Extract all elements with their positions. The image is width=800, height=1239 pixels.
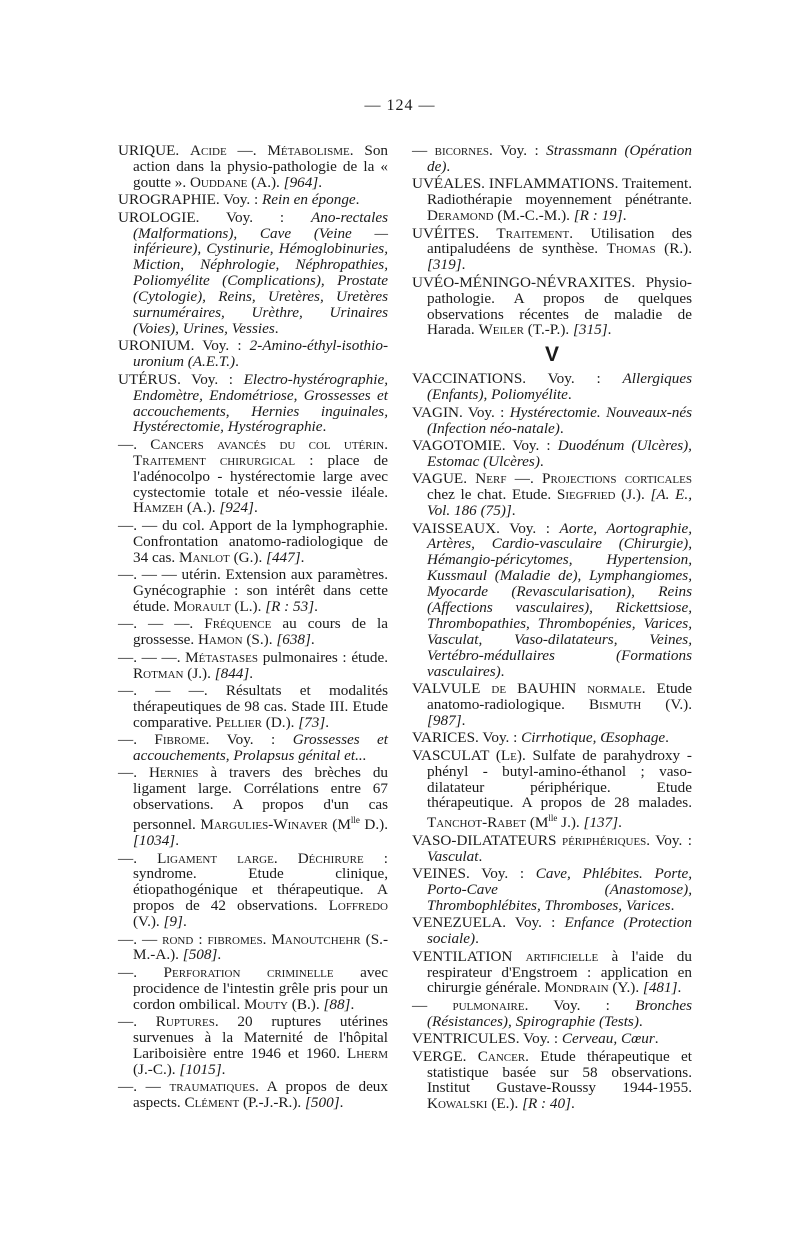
entry-text: [88] (323, 995, 351, 1013)
entry-text: (E.). (487, 1095, 523, 1113)
entry-text: . (325, 713, 330, 731)
entry-text: Allergiques (Enfants), Poliomyélite (427, 370, 692, 404)
left-column (118, 143, 388, 1113)
entry-text: [481] (642, 979, 678, 997)
entry-text: . Son action dans la physio-pathologie de la « goutte ». (133, 142, 389, 191)
entry-text: —. — — utérin. Extension aux paramètres. Gynécographie : son intérêt dans cette étude. (118, 566, 388, 615)
entry-text: VASO-DILATATEURS (412, 831, 562, 849)
entry-text: Cancer (477, 1047, 526, 1065)
entry-text: . Voy. : (489, 142, 547, 159)
entry-text: . (273, 849, 298, 867)
entry-text: UROLOGIE. Voy. : (118, 208, 311, 226)
entry-text: lle (548, 813, 558, 824)
entry-text: périphériques (561, 831, 647, 849)
entry-text: [638] (276, 631, 311, 649)
entry-text: Loffredo (328, 897, 388, 915)
index-entry (118, 338, 388, 370)
entry-text: [447] (266, 548, 301, 566)
entry-text: . 20 ruptures utérines survenues à la Maternité de l'hôpital Lariboisière entre 1946 et 1960. (133, 1013, 389, 1062)
entry-text: Perforation criminelle (163, 963, 334, 981)
entry-text: Rotman (133, 664, 184, 682)
entry-text: [964] (283, 173, 319, 191)
entry-text: Manlot (178, 548, 230, 566)
entry-text: Le (500, 746, 517, 764)
entry-text: (P.-J.-R.). (239, 1094, 306, 1112)
page-number: — 124 — (364, 97, 436, 114)
right-column (412, 143, 692, 1114)
entry-text: . (322, 418, 327, 436)
entry-text: VAISSEAUX. Voy. : (412, 519, 560, 537)
entry-text: (M.-C.-M.). (493, 207, 574, 225)
entry-text: Fibrome (154, 731, 206, 749)
entry-text: Cirrhotique, Œsophage (521, 729, 666, 747)
entry-text: VEINES. Voy. : (412, 865, 536, 883)
entry-text: . (355, 191, 360, 209)
entry-text: . (384, 435, 389, 453)
index-entry (118, 1079, 388, 1111)
entry-text: —. — —. (118, 648, 186, 666)
entry-text: Ouddane (189, 173, 248, 191)
entry-text: —. — du col. Apport de la lymphographie. Confrontation anatomo-radiologique de 34 cas. (118, 516, 388, 566)
entry-text: VARICES. Voy. : (412, 729, 522, 747)
entry-text: (T.-P.). (523, 321, 574, 339)
index-entry (118, 567, 388, 615)
entry-text: URIQUE. (118, 142, 191, 159)
entry-text: [500] (305, 1094, 340, 1112)
entry-text: . (670, 896, 675, 914)
entry-text: Cerveau, Cœur (561, 1030, 655, 1048)
entry-text: Morault (173, 597, 231, 615)
index-entry (412, 143, 692, 175)
entry-text: [73] (298, 713, 326, 731)
index-entry (412, 949, 692, 997)
entry-text: —. (118, 764, 149, 782)
index-entry (412, 405, 692, 437)
entry-text: Nerf (475, 470, 507, 488)
section-letter-heading: V (544, 343, 559, 367)
entry-text: Métabolisme (267, 142, 350, 159)
index-entry (412, 521, 692, 680)
entry-text: —. — (118, 1078, 170, 1096)
entry-text: (D.). (261, 713, 299, 731)
entry-text: Acide (190, 142, 227, 159)
entry-text: . (618, 814, 622, 832)
index-entry (412, 471, 692, 519)
entry-text: Thomas (606, 240, 656, 258)
entry-text: . Voy. : (646, 831, 692, 849)
entry-text: à l'aide du respirateur d'Engstroem : application en chirurgie générale. (427, 947, 692, 997)
entry-text: lle (350, 815, 360, 826)
entry-text: Bismuth (588, 696, 642, 713)
entry-text: Manoutchehr (271, 930, 361, 948)
entry-text: Weiler (478, 321, 524, 339)
entry-text: . (249, 664, 254, 682)
entry-text: Bronches (Résistances), Spirographie (Tests) (427, 996, 692, 1030)
entry-text: Ligament large (157, 849, 274, 867)
entry-text: Métastases (185, 648, 259, 666)
entry-text: Traitement chirurgical (133, 451, 296, 469)
index-entry (118, 765, 388, 849)
index-entry (118, 437, 388, 517)
entry-text: (G.). (229, 548, 267, 566)
entry-text: . Voy. : (205, 731, 293, 749)
entry-text: D.). (359, 816, 388, 834)
entry-text: (J.). (183, 664, 215, 682)
entry-text: Vasculat (427, 847, 479, 865)
entry-text: Lherm (346, 1044, 388, 1062)
entry-text: . (539, 452, 544, 470)
entry-text: (A.). (183, 499, 220, 517)
entry-text: [1015] (179, 1060, 222, 1078)
entry-text: Aorte, Aortographie, Artères, Cardio-vasculaire (Chirurgie), Hémangio-péricytomes, Hypertension, Kussmaul (Maladie de), Lymphangiomes, Myocarde (Revascularisation), Reins (Affections vasculaires), Rickettsiose, Thrombopathies, Thrombopénies, Varices, Vasculat, Vaso-dilatateurs, Veines, Vertébro-médullaires (Formations vasculaires) (427, 519, 693, 680)
entry-text: . (274, 319, 279, 337)
entry-text: (A.). (247, 173, 284, 191)
entry-text: . (262, 930, 272, 948)
entry-text: [1034] (133, 832, 176, 850)
entry-text: . (567, 386, 572, 404)
entry-text: . (461, 711, 466, 729)
entry-text: (J.). (615, 486, 651, 504)
entry-text: Traitement (496, 224, 570, 242)
right-column-v-entries (412, 371, 692, 1112)
index-entry (118, 965, 388, 1013)
entry-text: Projections corticales (542, 470, 692, 488)
entry-text: chez le chat. Etude. (427, 486, 557, 504)
index-entry (412, 748, 692, 832)
entry-text: . (478, 847, 483, 865)
entry-text: Siegfried (556, 486, 616, 504)
entry-text: URONIUM. Voy. : (118, 337, 250, 355)
entry-text: pulmonaire (452, 996, 525, 1014)
entry-text: —. — —. (118, 615, 205, 633)
entry-text: Margulies-Winaver (200, 816, 328, 834)
index-entry (118, 192, 388, 208)
index-entry (412, 438, 692, 470)
entry-text: . (235, 353, 239, 371)
entry-text: Hystérectomie. Nouveaux-nés (Infection néo-natale) (427, 403, 693, 437)
entry-text: Mouty (243, 995, 288, 1013)
entry-text: Deramond (427, 207, 494, 225)
index-entry (412, 833, 692, 865)
entry-text: [924] (219, 499, 254, 517)
index-entry (118, 932, 388, 964)
entry-text: Strassmann (Opération de) (427, 142, 692, 175)
entry-text: fibromes (207, 930, 263, 948)
index-entry (412, 1031, 692, 1047)
entry-text: Déchirure (297, 849, 364, 867)
entry-text: UVÉITES. (412, 224, 497, 242)
entry-text: Electro-hystérographie, Endomètre, Endométriose, Grossesses et accouchements, Hernies inguinales, Hystérectomie, Hystérographie (133, 370, 388, 436)
entry-text: Duodénum (Ulcères), Estomac (Ulcères) (427, 437, 692, 470)
entry-text: pulmonaires : étude. (258, 648, 389, 666)
entry-text: Tanchot-Rabet (427, 814, 527, 832)
entry-text: [987] (427, 711, 462, 729)
entry-text: . (182, 913, 187, 931)
index-entry (118, 683, 388, 731)
entry-text: (R.). (655, 240, 692, 258)
entry-text: ). Sulfate de parahydroxy - phényl - butyl-amino-éthanol ; vaso-dilatateur périphérique. Etude thérapeutique. A propos de 28 malades. (427, 746, 692, 812)
index-entry (118, 143, 388, 191)
entry-text: [A. E., Vol. 186 (75)] (427, 486, 693, 520)
entry-text: . (500, 662, 505, 680)
right-column-u-entries (412, 143, 692, 338)
entry-text: —. (118, 731, 155, 749)
entry-text: [319] (427, 256, 462, 274)
index-entry (412, 226, 692, 274)
entry-text: . (175, 832, 179, 850)
entry-text: (B.). (288, 995, 324, 1013)
entry-text: VAGUE. (412, 470, 476, 488)
entry-text: : syndrome. Etude clinique, étiopathogénique et thérapeutique. A propos de 42 observations. (133, 849, 388, 915)
entry-text: . (622, 207, 627, 225)
entry-text: . (511, 502, 516, 520)
entry-text: . (559, 419, 564, 437)
entry-text: UVÉALES. INFLAMMATIONS. Traitement. Radiothérapie moyennement pénétrante. (412, 175, 692, 209)
entry-text: (V.). (133, 913, 164, 931)
entry-text: [9] (163, 913, 183, 931)
entry-text: . (310, 631, 315, 649)
entry-text: UVÉO-MÉNINGO-NÉVRAXITES. Physio-pathologie. A propos de quelques observations récentes de maladie de Harada. (412, 273, 692, 339)
index-entry (118, 518, 388, 566)
entry-text: de (491, 680, 507, 698)
entry-text: à travers des brèches du ligament large. Corrélations entre 67 observations. A propos d'un cas personnel. (133, 764, 389, 834)
entry-text: . (253, 499, 258, 517)
entry-text: VENEZUELA. Voy. : (412, 914, 565, 932)
entry-text: rond (162, 930, 194, 948)
entry-text: (S.-M.-A.). (133, 930, 389, 964)
index-entry (412, 176, 692, 224)
index-entry (412, 1049, 692, 1113)
entry-text: . Etude anatomo-radiologique. (427, 680, 692, 713)
entry-text: Grossesses et accouchements, Prolapsus génital et... (133, 731, 389, 765)
entry-text: Hamon (197, 631, 243, 649)
entry-text: VALVULE (412, 680, 492, 698)
entry-text: —. (118, 1013, 156, 1031)
entry-text: . (217, 946, 222, 964)
entry-text: —. (118, 963, 164, 981)
entry-text: [R : 53] (265, 597, 315, 615)
index-entry (412, 371, 692, 403)
index-entry (118, 372, 388, 436)
entry-text: bicornes (434, 142, 490, 159)
entry-text: Ano-rectales (Malformations), Cave (Veine — inférieure), Cystinurie, Hémoglobinuries, Miction, Néphrologie, Néphropathies, Poliomyélite (Complications), Prostate (Cytologie), Reins, Uretères, Uretères surnuméraires, Urèthre, Urinaires (Voies), Urines, Vessies (133, 208, 388, 337)
entry-text: . (446, 157, 451, 175)
entry-text: avec procidence de l'intestin grêle pris pour un cordon ombilical. (133, 963, 388, 1013)
index-entry (412, 998, 692, 1030)
entry-text: VAGOTOMIE. Voy. : (412, 437, 558, 454)
index-entry (118, 1014, 388, 1078)
entry-text: J.). (557, 814, 584, 832)
index-entry (118, 732, 388, 764)
entry-text: traumatiques (169, 1078, 256, 1096)
entry-text: Hernies (148, 764, 199, 782)
entry-text: [508] (182, 946, 218, 964)
entry-text: . Utilisation des antipaludéens de synthèse. (427, 224, 692, 258)
entry-text: (L.). (230, 597, 266, 615)
entry-text: UROGRAPHIE. Voy. : (118, 191, 263, 209)
entry-text: [844] (214, 664, 250, 682)
entry-text: normale (587, 680, 642, 698)
entry-text: . (665, 729, 669, 747)
entry-text: . Voy. : (524, 996, 636, 1014)
entry-text: UTÉRUS. Voy. : (118, 370, 244, 388)
entry-text: : place de l'adénocolpo - hystérectomie large avec cystectomie totale et néo-vessie iléale. (133, 451, 388, 501)
entry-text: BAUHIN (506, 680, 588, 698)
index-entry (412, 866, 692, 914)
entry-text: Mondrain (544, 979, 609, 997)
entry-text: . (475, 930, 479, 948)
entry-text: 2-Amino-éthyl-isothio-uronium (A.E.T.) (133, 337, 388, 371)
entry-text: (S.). (242, 631, 277, 649)
entry-text: VACCINATIONS. Voy. : (412, 370, 623, 388)
entry-text: . (571, 1095, 575, 1113)
entry-text: (Y.). (608, 979, 643, 997)
entry-text: . (221, 1060, 226, 1078)
entry-text: artificielle (525, 947, 599, 965)
entry-text: (M (526, 814, 549, 832)
entry-text: Cave, Phlébites. Porte, Porto-Cave (Anastomose), Thrombophlébites, Thromboses, Varices (427, 865, 692, 914)
entry-text: VERGE. (412, 1047, 478, 1065)
entry-text: — (412, 996, 453, 1014)
entry-text: . (461, 256, 466, 274)
entry-text: Hamzeh (133, 499, 184, 517)
entry-text: . (318, 173, 323, 191)
entry-text: —. — (118, 930, 163, 948)
index-entry (118, 851, 388, 931)
index-entry (118, 210, 388, 337)
entry-text: Cancers avancés du col utérin (150, 435, 385, 453)
entry-text: . (677, 979, 682, 997)
entry-text: Rein en éponge (262, 191, 356, 209)
entry-text: —. — —. Résultats et modalités thérapeutiques de 98 cas. Stade III. Etude comparative. (118, 681, 388, 731)
entry-text: . (300, 548, 305, 566)
entry-text: Enfance (Protection sociale) (427, 914, 692, 948)
entry-text: —. (118, 435, 151, 453)
entry-text: VENTRICULES. Voy. : (412, 1030, 562, 1048)
entry-text: . (638, 1012, 643, 1030)
entry-text: (M (327, 816, 351, 834)
entry-text: Fréquence (204, 615, 272, 633)
entry-text: VAGIN. Voy. : (412, 403, 510, 421)
entry-text: —. (506, 470, 543, 488)
entry-text: . (339, 1094, 344, 1112)
entry-text: —. (118, 849, 158, 867)
index-entry (412, 681, 692, 729)
entry-text: . (607, 321, 612, 339)
index-entry (118, 650, 388, 682)
entry-text: Ruptures (155, 1013, 215, 1031)
entry-text: . (654, 1030, 659, 1048)
entry-text: — (412, 142, 435, 159)
entry-text: (V.). (641, 696, 692, 713)
entry-text: VENTILATION (412, 947, 526, 965)
entry-text: au cours de la grossesse. (133, 615, 389, 649)
entry-text: : (193, 930, 208, 948)
entry-text: Kowalski (427, 1095, 488, 1113)
entry-text: [R : 19] (573, 207, 623, 225)
entry-text: [137] (583, 814, 619, 832)
entry-text: . Etude thérapeutique et statistique basée sur 58 observations. Institut Gustave-Roussy 1944-1955. (427, 1047, 692, 1097)
entry-text: . (350, 995, 355, 1013)
entry-text: [R : 40] (522, 1095, 571, 1113)
entry-text: Clément (184, 1094, 240, 1112)
entry-text: (J.-C.). (133, 1060, 180, 1078)
entry-text: —. (226, 142, 268, 159)
entry-text: VASCULAT ( (412, 746, 501, 764)
index-entry (118, 616, 388, 648)
index-entry (412, 275, 692, 339)
entry-text: [315] (573, 321, 608, 339)
entry-text: Pellier (215, 713, 262, 731)
index-entry (412, 730, 692, 746)
entry-text: . (314, 597, 318, 615)
index-entry (412, 915, 692, 947)
entry-text: . A propos de deux aspects. (133, 1078, 388, 1112)
